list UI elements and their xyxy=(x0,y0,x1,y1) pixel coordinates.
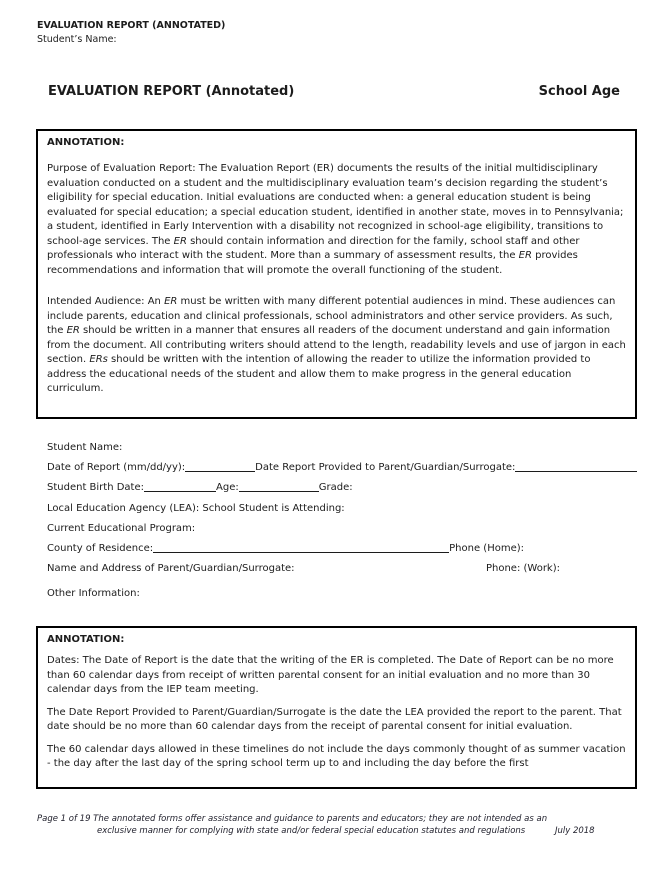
student-name-label: Student Name: xyxy=(47,442,123,453)
footer-line-2: exclusive manner for complying with state and/or federal special education statutes and regulations xyxy=(97,825,526,836)
lea-row xyxy=(47,502,637,515)
current-program-row xyxy=(47,522,637,535)
footer-line-2-row xyxy=(37,826,632,838)
county-label: County of Residence: xyxy=(47,543,154,554)
annotation-heading-2: ANNOTATION: xyxy=(47,634,125,645)
birth-date-row xyxy=(47,481,637,494)
footer-line-1: Page 1 of 19 The annotated forms offer assistance and guidance to parents and educators; they are not intended as an xyxy=(37,814,548,824)
date-provided-field xyxy=(515,471,637,472)
age-field xyxy=(239,491,319,492)
date-of-report-label: Date of Report (mm/dd/yy): xyxy=(47,462,186,473)
phone-home-label: Phone (Home): xyxy=(449,543,524,554)
other-info-row xyxy=(47,587,637,600)
student-name-row xyxy=(47,441,637,454)
grade-label: Grade: xyxy=(318,482,353,493)
lea-label: Local Education Agency (LEA): School Student is Attending: xyxy=(47,503,345,514)
annotation-box-1 xyxy=(36,129,637,419)
current-program-label: Current Educational Program: xyxy=(47,523,196,534)
annotation-box-2 xyxy=(36,626,637,789)
school-age-label: School Age xyxy=(538,84,620,99)
title-row xyxy=(48,84,620,99)
phone-work-label: Phone: (Work): xyxy=(485,563,560,574)
date-of-report-field xyxy=(185,471,255,472)
summer-vacation-paragraph: The 60 calendar days allowed in these timelines do not include the days commonly thought of as summer vacation - the day after the last day of the spring school term up to and including the day before the first xyxy=(47,743,626,769)
annotation-heading: ANNOTATION: xyxy=(47,137,125,148)
county-field xyxy=(153,552,449,553)
footer-date: July 2018 xyxy=(554,825,595,836)
page-header xyxy=(37,19,225,47)
other-info-label: Other Information: xyxy=(47,588,140,599)
parent-name-address-row xyxy=(47,562,560,575)
date-provided-label: Date Report Provided to Parent/Guardian/Surrogate: xyxy=(255,462,516,473)
county-row xyxy=(47,542,524,555)
date-provided-paragraph: The Date Report Provided to Parent/Guardian/Surrogate is the date the LEA provided the report to the parent. That date should be no more than 60 calendar days from the receipt of parental consent for initial evaluation. xyxy=(47,706,622,732)
header-student-name-label: Student’s Name: xyxy=(37,34,117,45)
birth-date-field xyxy=(144,491,216,492)
report-title: EVALUATION REPORT (Annotated) xyxy=(48,84,295,99)
header-doc-title: EVALUATION REPORT (ANNOTATED) xyxy=(37,20,226,31)
parent-name-address-label: Name and Address of Parent/Guardian/Surrogate: xyxy=(47,563,295,574)
page-footer xyxy=(37,814,632,837)
dates-paragraph: Dates: The Date of Report is the date that the writing of the ER is completed. The Date of Report can be no more than 60 calendar days from receipt of written parental consent for an initial evaluation and no more than 30 calendar days from the IEP team meeting. xyxy=(47,655,614,695)
date-of-report-row xyxy=(47,461,637,474)
birth-date-label: Student Birth Date: xyxy=(47,482,145,493)
audience-paragraph: Intended Audience: An ER must be written with many different potential audiences in mind. These audiences can include parents, education and clinical professionals, school administrators and other service providers. As such, the ER should be written in a manner that ensures all readers of the document understand and gain information from the document. All contributing writers should attend to the length, readability levels and use of jargon in each section. ERs should be written with the intention of allowing the reader to utilize the information provided to address the educational needs of the student and allow them to make progress in the general education curriculum. xyxy=(47,296,626,394)
age-label: Age: xyxy=(216,482,239,493)
purpose-paragraph: Purpose of Evaluation Report: The Evaluation Report (ER) documents the results of the initial multidisciplinary evaluation conducted on a student and the multidisciplinary evaluation team’s decision regarding the student’s eligibility for special education. Initial evaluations are conducted when: a general education student is being evaluated for special education; a special education student, identified in another state, moves in to Pennsylvania; a student, identified in Early Intervention with a disability not recognized in school-age eligibility, transitions to school-age services. The ER should contain information and direction for the family, school staff and other professionals who interact with the student. More than a summary of assessment results, the ER provides recommendations and information that will promote the overall functioning of the student. xyxy=(47,163,624,276)
